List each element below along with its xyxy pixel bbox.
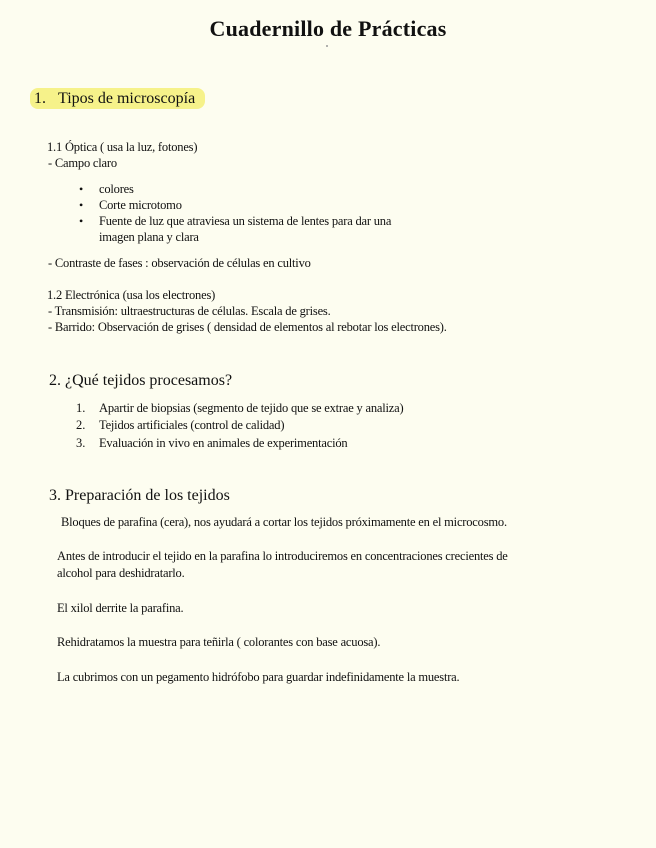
section-3-heading: 3. Preparación de los tejidos [49, 487, 230, 504]
bullet-item: colores [99, 182, 134, 196]
list-number: 3. [76, 436, 86, 450]
paragraph: El xilol derrite la parafina. [57, 601, 184, 615]
list-item: Tejidos artificiales (control de calidad) [99, 418, 285, 432]
bullet-item: Fuente de luz que atraviesa un sistema de lentes para dar una [99, 214, 392, 228]
highlighted-heading [30, 88, 205, 109]
list-item: Apartir de biopsias (segmento de tejido que se extrae y analiza) [99, 401, 404, 415]
paragraph-continuation: alcohol para deshidratarlo. [57, 566, 185, 580]
list-number: 1. [76, 401, 86, 415]
section-2-heading: 2. ¿Qué tejidos procesamos? [49, 372, 233, 389]
list-number: 2. [76, 418, 86, 432]
page-title: Cuadernillo de Prácticas [209, 16, 447, 41]
transmision: - Transmisión: ultraestructuras de células. Escala de grises. [48, 304, 331, 318]
paragraph: La cubrimos con un pegamento hidrófobo para guardar indefinidamente la muestra. [57, 670, 460, 684]
contraste-fases: - Contraste de fases : observación de células en cultivo [48, 256, 311, 270]
barrido: - Barrido: Observación de grises ( densidad de elementos al rebotar los electrones). [48, 320, 447, 334]
list-item: Evaluación in vivo en animales de experimentación [99, 436, 348, 450]
stray-mark [326, 45, 328, 47]
section-1-heading [30, 90, 205, 108]
section-1-number: 1. [34, 90, 46, 107]
bullet-item-continuation: imagen plana y clara [99, 230, 199, 244]
section-1-title: Tipos de microscopía [58, 90, 196, 107]
campo-claro: - Campo claro [48, 156, 117, 170]
optica-heading: 1.1 Óptica ( usa la luz, fotones) [47, 140, 198, 154]
paragraph: Rehidratamos la muestra para teñirla ( colorantes con base acuosa). [57, 635, 381, 649]
electronica-heading: 1.2 Electrónica (usa los electrones) [47, 288, 216, 302]
bullet-item: Corte microtomo [99, 198, 182, 212]
bullet-icon: • [79, 182, 84, 196]
bullet-icon: • [79, 214, 84, 228]
paragraph: Bloques de parafina (cera), nos ayudará a cortar los tejidos próximamente en el microcosmo. [61, 515, 507, 529]
paragraph: Antes de introducir el tejido en la parafina lo introduciremos en concentraciones crecientes de [57, 549, 508, 563]
bullet-icon: • [79, 198, 84, 212]
